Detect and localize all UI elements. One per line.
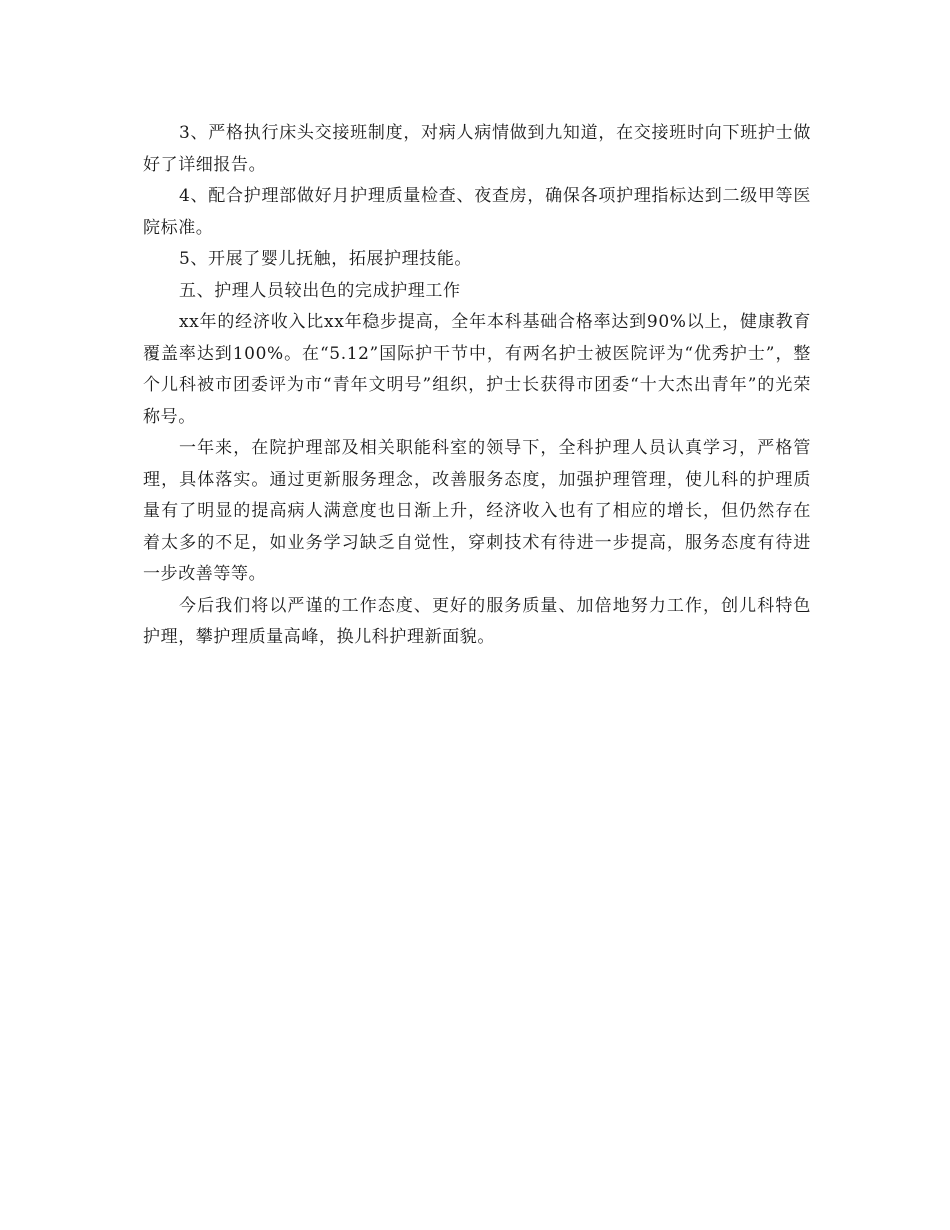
- paragraph-item-4: 4、配合护理部做好月护理质量检查、夜查房，确保各项护理指标达到二级甲等医院标准。: [143, 186, 811, 238]
- paragraph-item-5: 5、开展了婴儿抚触，拓展护理技能。: [179, 249, 473, 269]
- paragraph-income-results: xx年的经济收入比xx年稳步提高，全年本科基础合格率达到90%以上，健康教育覆盖率达到100%。在“5.12”国际护干节中，有两名护士被医院评为“优秀护士”，整个儿科被市团委评为市“青年文明号”组织，护士长获得市团委“十大杰出青年”的光荣称号。: [143, 312, 811, 427]
- paragraph-year-summary: 一年来，在院护理部及相关职能科室的领导下，全科护理人员认真学习，严格管理，具体落实。通过更新服务理念，改善服务态度，加强护理管理，使儿科的护理质量有了明显的提高病人满意度也日渐上升，经济收入也有了相应的增长，但仍然存在着太多的不足，如业务学习缺乏自觉性，穿刺技术有待进一步提高，服务态度有待进一步改善等等。: [143, 438, 811, 584]
- document-body: [143, 118, 811, 654]
- paragraph-future-plans: 今后我们将以严谨的工作态度、更好的服务质量、加倍地努力工作，创儿科特色护理，攀护理质量高峰，换儿科护理新面貌。: [143, 595, 811, 647]
- paragraph-item-3: 3、严格执行床头交接班制度，对病人病情做到九知道，在交接班时向下班护士做好了详细报告。: [143, 123, 811, 175]
- section-heading-five: 五、护理人员较出色的完成护理工作: [179, 280, 461, 301]
